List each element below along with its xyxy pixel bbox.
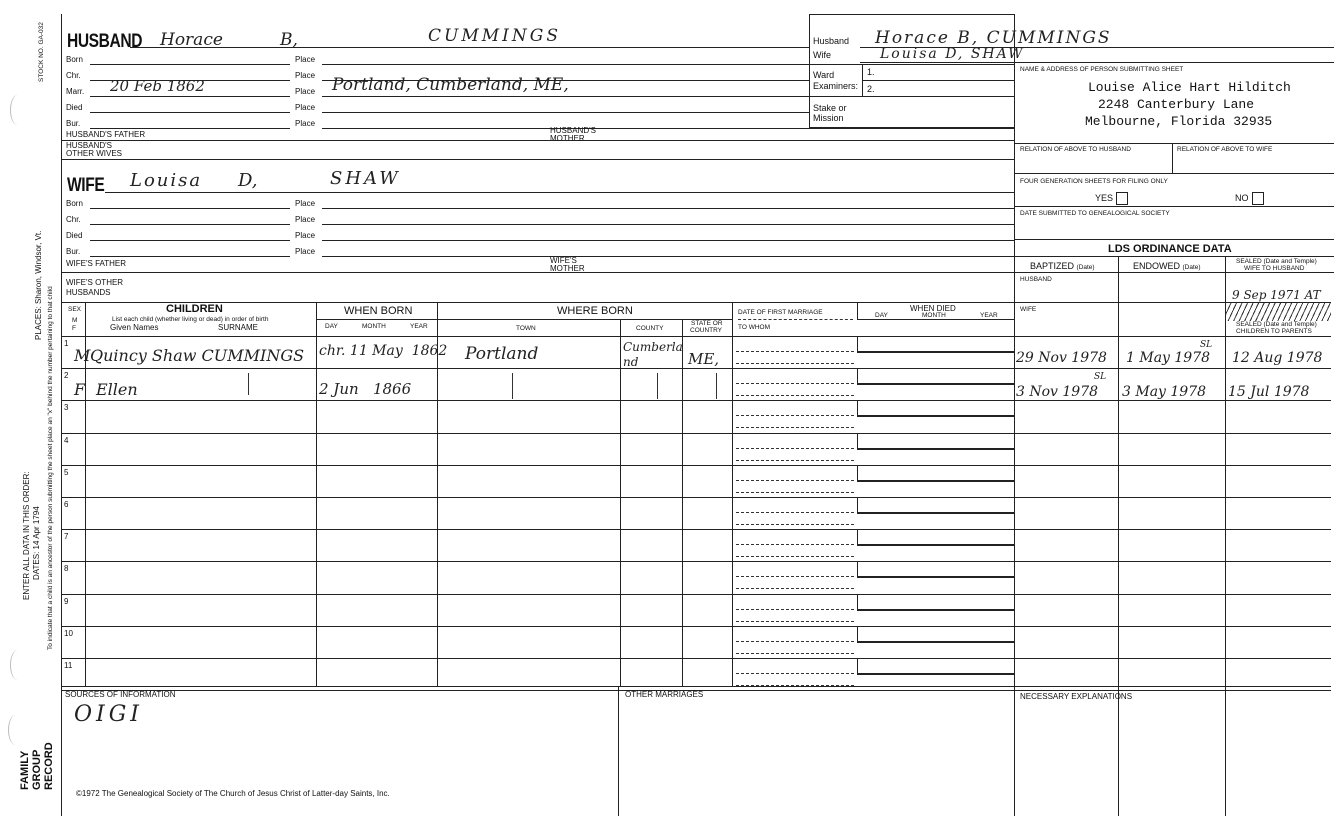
when-died-cell[interactable] xyxy=(857,497,1015,514)
rel-wife-label: RELATION OF ABOVE TO WIFE xyxy=(1177,146,1273,153)
rh-husband-label: Husband xyxy=(813,36,850,46)
child2-endowed[interactable]: 3 May 1978 xyxy=(1122,384,1207,400)
when-died-cell[interactable] xyxy=(857,561,1015,578)
lds-hatched-cell xyxy=(1226,303,1331,321)
submitter-name: Louise Alice Hart Hilditch xyxy=(1088,80,1291,95)
child1-name[interactable]: Quincy Shaw CUMMINGS xyxy=(90,346,305,365)
child-row-number: 7 xyxy=(64,532,69,541)
husband-given[interactable]: Horace xyxy=(160,30,223,50)
ch-given-names: Given Names xyxy=(110,323,159,332)
stock-number: STOCK NO. GA-032 xyxy=(38,22,45,82)
ch-month: MONTH xyxy=(362,323,386,330)
wife-middle[interactable]: D, xyxy=(238,170,258,191)
lds-sealed-2: WIFE TO HUSBAND xyxy=(1244,265,1305,272)
table-row xyxy=(61,400,1331,401)
ch-children: CHILDREN xyxy=(166,303,223,315)
wife-label: WIFE xyxy=(67,175,105,196)
marriage-date-line[interactable] xyxy=(736,609,854,610)
marriage-date-line[interactable] xyxy=(736,448,854,449)
ch-day: DAY xyxy=(325,323,338,330)
rh-wife-name[interactable]: Louisa D, SHAW xyxy=(880,46,1025,62)
child1-sealed[interactable]: 12 Aug 1978 xyxy=(1232,350,1323,366)
side-places: PLACES: Sharon, Windsor, Vt. xyxy=(34,230,43,340)
punch-hole xyxy=(8,715,23,745)
when-died-cell[interactable] xyxy=(857,594,1015,611)
yes-checkbox[interactable] xyxy=(1116,192,1128,205)
rel-husband-label: RELATION OF ABOVE TO HUSBAND xyxy=(1020,146,1131,153)
four-gen-no[interactable] xyxy=(1235,192,1264,205)
no-label: NO xyxy=(1235,192,1249,203)
side-enter: ENTER ALL DATA IN THIS ORDER: xyxy=(22,471,31,600)
lds-sealed-children-2: CHILDREN TO PARENTS xyxy=(1236,328,1312,335)
ch-surname: SURNAME xyxy=(218,323,259,332)
ch-to-whom: TO WHOM xyxy=(738,324,771,331)
wife-died-place-label: Place xyxy=(295,231,316,240)
ditto-surname xyxy=(248,373,249,395)
rh-wife-label: Wife xyxy=(813,50,831,60)
husband-died-place-label: Place xyxy=(295,103,316,112)
lds-baptized-header: BAPTIZED (Date) xyxy=(1030,261,1095,271)
husband-died-label: Died xyxy=(66,103,83,112)
rh-ward-label: Ward xyxy=(813,70,835,80)
ch-state-1: STATE OR xyxy=(691,320,723,327)
table-row xyxy=(61,594,1331,595)
no-checkbox[interactable] xyxy=(1252,192,1264,205)
ch-first-marriage: DATE OF FIRST MARRIAGE xyxy=(738,309,823,316)
child-row-number: 10 xyxy=(64,629,73,638)
child2-born[interactable]: 2 Jun 1866 xyxy=(319,380,412,398)
wife-died-label: Died xyxy=(66,231,83,240)
wife-father-label: WIFE'S FATHER xyxy=(66,259,127,268)
child-row-number: 11 xyxy=(64,661,73,670)
to-whom-line[interactable] xyxy=(736,460,854,461)
lds-wife-label: WIFE xyxy=(1020,306,1037,313)
child2-baptized[interactable]: 3 Nov 1978 xyxy=(1016,384,1099,400)
husband-bur-place-label: Place xyxy=(295,119,316,128)
husband-marr-place-label: Place xyxy=(295,87,316,96)
child-row-number: 9 xyxy=(64,597,69,606)
child1-mark: SL xyxy=(1200,340,1213,350)
lds-title: LDS ORDINANCE DATA xyxy=(1108,243,1232,255)
wife-chr-label: Chr. xyxy=(66,215,81,224)
ch-list-note: List each child (whether living or dead) in order of birth xyxy=(112,316,269,323)
wife-mother-label-2: MOTHER xyxy=(550,264,585,273)
wife-mother-label-1: WIFE'S xyxy=(550,256,577,265)
sources-label: SOURCES OF INFORMATION xyxy=(65,690,176,699)
ch-died-day: DAY xyxy=(875,312,888,319)
child1-county[interactable]: Cumberland xyxy=(623,340,683,369)
husband-mother-label-2: MOTHER xyxy=(550,134,585,143)
table-row xyxy=(61,368,1331,369)
when-died-cell[interactable] xyxy=(857,368,1015,385)
ch-where-born: WHERE BORN xyxy=(557,305,633,317)
husband-surname[interactable]: CUMMINGS xyxy=(428,26,561,46)
to-whom-line[interactable] xyxy=(736,427,854,428)
marriage-date-line[interactable] xyxy=(736,351,854,352)
husband-middle[interactable]: B, xyxy=(280,30,298,50)
to-whom-line[interactable] xyxy=(736,556,854,557)
husband-bur-label: Bur. xyxy=(66,119,81,128)
child1-born[interactable]: chr. 11 May 1862 xyxy=(319,343,448,359)
when-died-cell[interactable] xyxy=(857,626,1015,643)
submitter-street: 2248 Canterbury Lane xyxy=(1098,97,1255,112)
ch-county: COUNTY xyxy=(636,325,664,332)
child1-baptized[interactable]: 29 Nov 1978 xyxy=(1016,350,1107,366)
rh-husband-name[interactable]: Horace B, CUMMINGS xyxy=(875,28,1112,48)
child1-endowed[interactable]: 1 May 1978 xyxy=(1126,350,1211,366)
side-dates: DATES: 14 Apr 1794 xyxy=(32,506,41,580)
husband-label: HUSBAND xyxy=(67,31,143,52)
ditto-town xyxy=(512,373,513,399)
child-row-number: 8 xyxy=(64,564,69,573)
husband-mother-label-1: HUSBAND'S xyxy=(550,126,596,135)
child2-sex[interactable]: F xyxy=(74,380,86,399)
submitter-label: NAME & ADDRESS OF PERSON SUBMITTING SHEET xyxy=(1020,66,1184,73)
wife-surname[interactable]: SHAW xyxy=(330,168,401,189)
four-gen-yes[interactable] xyxy=(1095,192,1128,205)
marriage-date-line[interactable] xyxy=(736,480,854,481)
ch-sex: SEX xyxy=(68,306,82,313)
table-row xyxy=(61,561,1331,562)
table-row xyxy=(61,465,1331,466)
when-died-cell[interactable] xyxy=(857,465,1015,482)
child2-mark: SL xyxy=(1094,372,1107,382)
marriage-date-line[interactable] xyxy=(736,641,854,642)
to-whom-line[interactable] xyxy=(736,588,854,589)
lds-sealed-1: SEALED (Date and Temple) xyxy=(1236,258,1317,265)
rh-examiners-label: Examiners: xyxy=(813,81,859,91)
ch-f: F xyxy=(72,325,76,332)
when-died-cell[interactable] xyxy=(857,433,1015,450)
ch-town: TOWN xyxy=(516,325,536,332)
ch-when-born: WHEN BORN xyxy=(344,305,413,317)
to-whom-line[interactable] xyxy=(736,621,854,622)
marriage-date-line[interactable] xyxy=(736,512,854,513)
lds-sealed-children-1: SEALED (Date and Temple) xyxy=(1236,321,1317,328)
to-whom-line[interactable] xyxy=(736,653,854,654)
when-died-cell[interactable] xyxy=(857,336,1015,353)
child-row-number: 6 xyxy=(64,500,69,509)
wife-bur-place-label: Place xyxy=(295,247,316,256)
child2-name[interactable]: Ellen xyxy=(96,380,138,399)
child-row-number: 3 xyxy=(64,403,69,412)
to-whom-line[interactable] xyxy=(736,363,854,364)
rh-ex1: 1. xyxy=(867,67,875,77)
side-title-2: GROUP xyxy=(31,749,43,790)
when-died-cell[interactable] xyxy=(857,658,1015,675)
when-died-cell[interactable] xyxy=(857,529,1015,546)
table-row xyxy=(61,529,1331,530)
ch-m: M xyxy=(72,317,78,324)
yes-label: YES xyxy=(1095,192,1114,203)
to-whom-line[interactable] xyxy=(736,524,854,525)
husband-other-wives-1: HUSBAND'S xyxy=(66,141,112,150)
explanations-label: NECESSARY EXPLANATIONS xyxy=(1020,692,1133,701)
husband-born-label: Born xyxy=(66,55,83,64)
child1-sex[interactable]: M xyxy=(74,346,91,365)
table-row xyxy=(61,658,1331,659)
sources-value[interactable]: OIGI xyxy=(74,702,143,727)
child1-town[interactable]: Portland xyxy=(465,344,539,364)
wife-chr-place-label: Place xyxy=(295,215,316,224)
four-gen-label: FOUR GENERATION SHEETS FOR FILING ONLY xyxy=(1020,178,1168,185)
wife-born-label: Born xyxy=(66,199,83,208)
ch-state-2: COUNTRY xyxy=(690,327,723,334)
husband-chr-place-label: Place xyxy=(295,71,316,80)
marriage-date-line[interactable] xyxy=(736,576,854,577)
copyright: ©1972 The Genealogical Society of The Church of Jesus Christ of Latter-day Saints, Inc. xyxy=(76,789,390,798)
ch-when-died: WHEN DIED xyxy=(910,304,956,313)
child-row-number: 2 xyxy=(64,371,69,380)
ch-died-month: MONTH xyxy=(922,312,946,319)
lds-endowed-header: ENDOWED (Date) xyxy=(1133,261,1201,271)
marriage-date-line[interactable] xyxy=(736,544,854,545)
marriage-date-line[interactable] xyxy=(736,415,854,416)
table-row xyxy=(61,433,1331,434)
side-title-3: RECORD xyxy=(43,742,55,790)
rh-stake-2: Mission xyxy=(813,113,844,123)
child-row-number: 5 xyxy=(64,468,69,477)
punch-hole xyxy=(10,650,25,680)
husband-marr-place[interactable]: Portland, Cumberland, ME, xyxy=(332,75,569,95)
ditto-state xyxy=(716,373,717,399)
child1-state[interactable]: ME, xyxy=(688,350,720,368)
husband-marr-label: Marr. xyxy=(66,87,85,96)
wife-given[interactable]: Louisa xyxy=(130,170,203,191)
lds-sealed-wife-husband[interactable]: 9 Sep 1971 AT xyxy=(1232,288,1321,302)
ch-year: YEAR xyxy=(410,323,428,330)
submitter-city: Melbourne, Florida 32935 xyxy=(1085,114,1273,129)
rh-stake-1: Stake or xyxy=(813,103,847,113)
child2-sealed[interactable]: 15 Jul 1978 xyxy=(1228,384,1310,400)
wife-bur-label: Bur. xyxy=(66,247,81,256)
wife-other-husbands-1: WIFE'S OTHER xyxy=(66,278,124,287)
ch-died-year: YEAR xyxy=(980,312,998,319)
husband-father-label: HUSBAND'S FATHER xyxy=(66,130,146,139)
wife-born-place-label: Place xyxy=(295,199,316,208)
to-whom-line[interactable] xyxy=(736,395,854,396)
marriage-date-line[interactable] xyxy=(736,673,854,674)
table-row xyxy=(61,626,1331,627)
to-whom-line[interactable] xyxy=(736,492,854,493)
lds-husband-label: HUSBAND xyxy=(1020,276,1052,283)
side-note: To indicate that a child is an ancestor of the person submitting the sheet place an "x" behind the number pertaining to that child xyxy=(47,286,54,650)
other-marriages-label: OTHER MARRIAGES xyxy=(625,690,704,699)
husband-other-wives-2: OTHER WIVES xyxy=(66,149,123,158)
marriage-date-line[interactable] xyxy=(736,383,854,384)
when-died-cell[interactable] xyxy=(857,400,1015,417)
table-row xyxy=(61,497,1331,498)
date-submitted-label: DATE SUBMITTED TO GENEALOGICAL SOCIETY xyxy=(1020,210,1170,217)
punch-hole xyxy=(10,95,25,125)
husband-marr-date[interactable]: 20 Feb 1862 xyxy=(110,77,205,95)
wife-other-husbands-2: HUSBANDS xyxy=(66,288,111,297)
husband-chr-label: Chr. xyxy=(66,71,81,80)
side-title-1: FAMILY xyxy=(19,750,31,790)
rh-ex2: 2. xyxy=(867,84,875,94)
child-row-number: 4 xyxy=(64,436,69,445)
ditto-county xyxy=(657,373,658,399)
child-row-number: 1 xyxy=(64,339,69,348)
husband-born-place-label: Place xyxy=(295,55,316,64)
